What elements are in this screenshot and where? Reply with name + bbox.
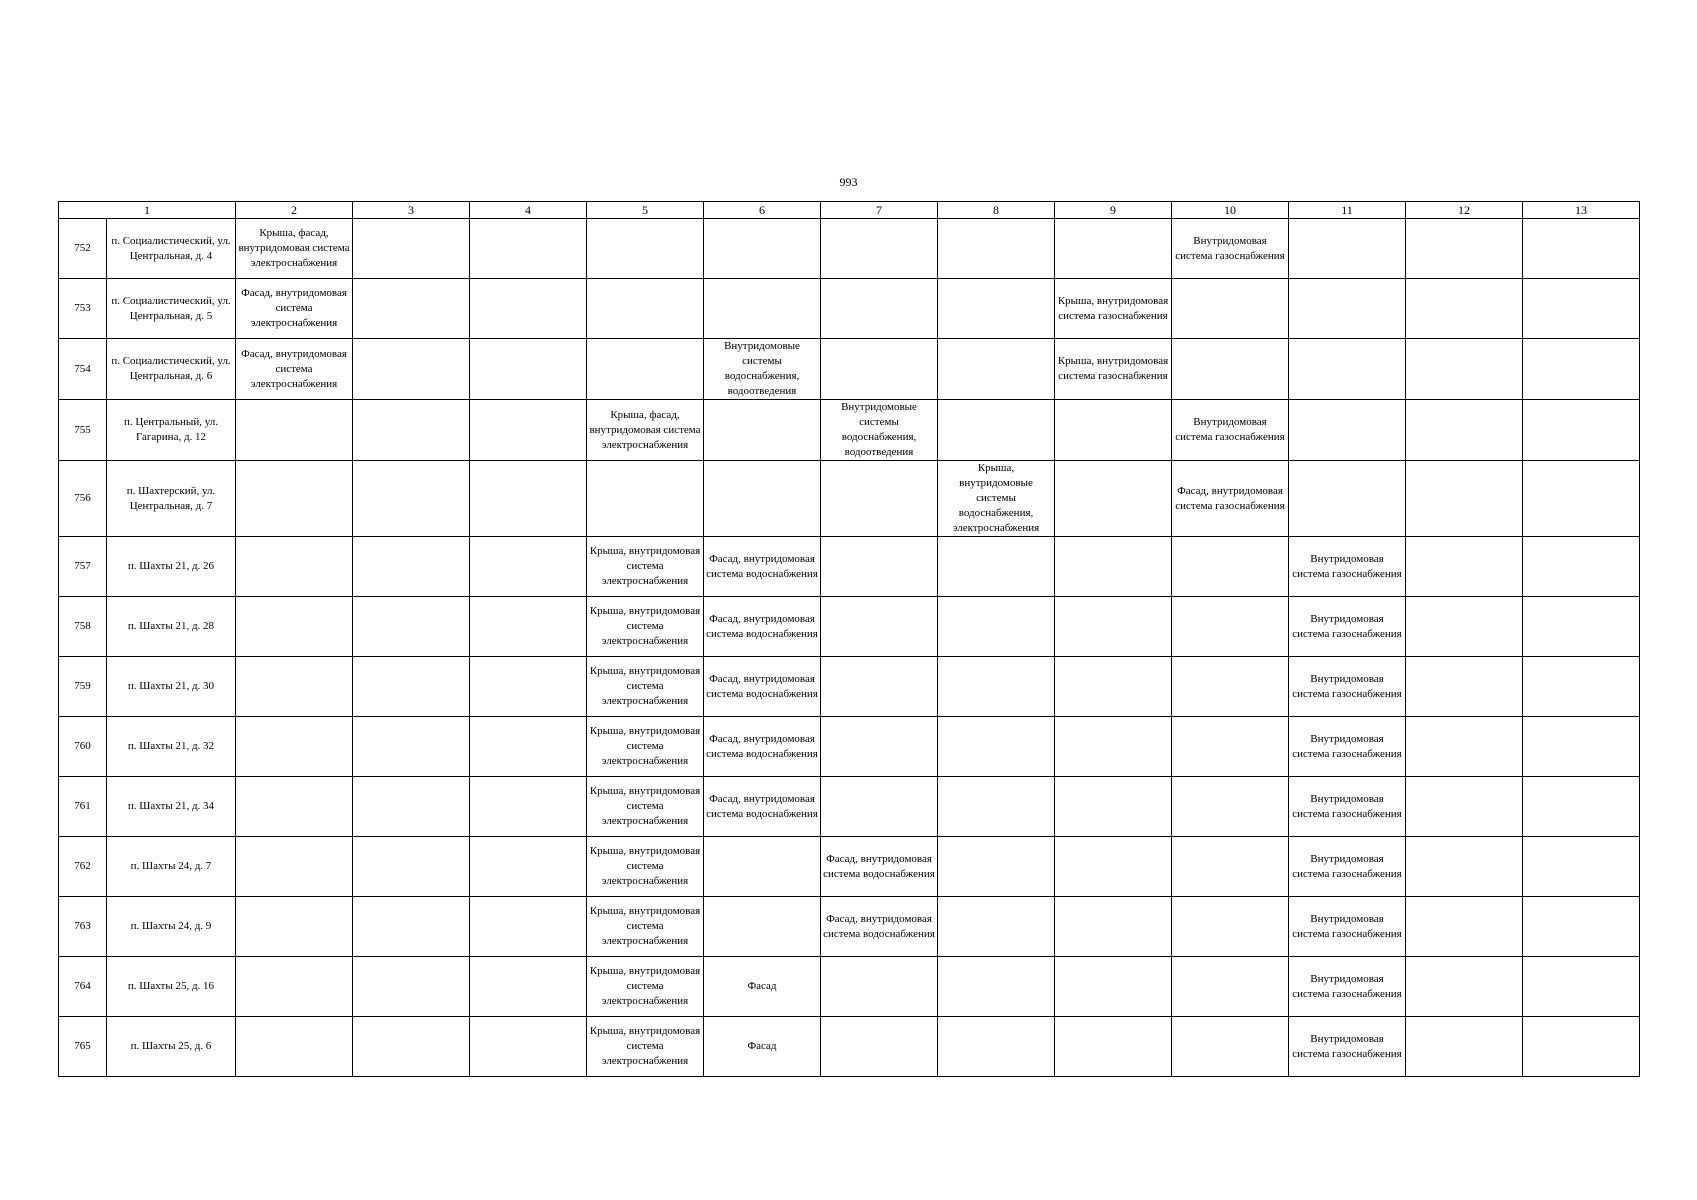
address-cell: п. Шахты 21, д. 28	[107, 597, 236, 657]
work-cell-c2	[236, 537, 353, 597]
work-cell-c8	[938, 597, 1055, 657]
work-cell-c12	[1406, 957, 1523, 1017]
work-cell-c5	[587, 897, 704, 957]
work-cell-c8	[938, 537, 1055, 597]
repair-schedule-table	[58, 201, 1640, 1077]
row-number: 757	[59, 537, 107, 597]
work-cell-c7	[821, 657, 938, 717]
work-cell-c13	[1523, 897, 1640, 957]
work-text: Фасад, внутридомовая система водоснабжения	[706, 732, 818, 760]
work-cell-c4	[470, 461, 587, 537]
work-cell-c10	[1172, 897, 1289, 957]
work-cell-c10	[1172, 537, 1289, 597]
work-text: Крыша, фасад, внутридомовая система электроснабжения	[589, 408, 701, 451]
work-cell-c13	[1523, 400, 1640, 461]
address-cell: п. Социалистический, ул. Центральная, д. 4	[107, 219, 236, 279]
table-row	[59, 219, 1640, 279]
address-cell: п. Шахты 21, д. 26	[107, 537, 236, 597]
work-cell-c12	[1406, 657, 1523, 717]
work-cell-c10	[1172, 219, 1289, 279]
address-cell: п. Социалистический, ул. Центральная, д. 6	[107, 339, 236, 400]
table-row	[59, 597, 1640, 657]
work-text: Фасад, внутридомовая система водоснабжения	[706, 552, 818, 580]
work-text: Внутридомовая система газоснабжения	[1292, 852, 1402, 880]
column-header: 4	[470, 202, 587, 219]
work-cell-c6	[704, 717, 821, 777]
work-cell-c8	[938, 837, 1055, 897]
work-text: Внутридомовая система газоснабжения	[1292, 972, 1402, 1000]
work-cell-c12	[1406, 400, 1523, 461]
work-cell-c8	[938, 1017, 1055, 1077]
work-cell-c3	[353, 657, 470, 717]
work-cell-c9	[1055, 279, 1172, 339]
work-cell-c10	[1172, 279, 1289, 339]
work-cell-c11	[1289, 717, 1406, 777]
work-cell-c8	[938, 897, 1055, 957]
row-number: 756	[59, 461, 107, 537]
row-number: 753	[59, 279, 107, 339]
column-header: 1	[59, 202, 236, 219]
work-cell-c5	[587, 597, 704, 657]
work-cell-c9	[1055, 897, 1172, 957]
work-cell-c13	[1523, 279, 1640, 339]
work-cell-c10	[1172, 957, 1289, 1017]
work-text: Фасад, внутридомовая система водоснабжения	[706, 672, 818, 700]
work-cell-c13	[1523, 537, 1640, 597]
work-cell-c6	[704, 400, 821, 461]
column-header: 9	[1055, 202, 1172, 219]
address-cell: п. Шахты 25, д. 16	[107, 957, 236, 1017]
work-cell-c6	[704, 957, 821, 1017]
work-cell-c8	[938, 279, 1055, 339]
work-cell-c6	[704, 837, 821, 897]
work-cell-c11	[1289, 837, 1406, 897]
work-cell-c8	[938, 657, 1055, 717]
work-cell-c7	[821, 461, 938, 537]
table-row	[59, 837, 1640, 897]
work-text: Внутридомовые системы водоснабжения, водоотведения	[841, 401, 917, 458]
work-text: Крыша, внутридомовая система электроснабжения	[589, 785, 701, 827]
work-cell-c5	[587, 837, 704, 897]
work-cell-c12	[1406, 219, 1523, 279]
work-cell-c2	[236, 219, 353, 279]
work-cell-c9	[1055, 777, 1172, 837]
work-cell-c10	[1172, 1017, 1289, 1077]
work-cell-c5	[587, 957, 704, 1017]
work-cell-c7	[821, 279, 938, 339]
work-text: Крыша, внутридомовая система электроснабжения	[589, 905, 701, 947]
work-text: Внутридомовые системы водоснабжения, водоотведения	[724, 340, 800, 397]
work-cell-c4	[470, 279, 587, 339]
work-cell-c2	[236, 339, 353, 400]
work-text: Крыша, внутридомовая система электроснабжения	[589, 605, 701, 647]
work-cell-c11	[1289, 597, 1406, 657]
work-cell-c2	[236, 597, 353, 657]
work-cell-c8	[938, 339, 1055, 400]
column-header: 7	[821, 202, 938, 219]
work-cell-c5	[587, 537, 704, 597]
row-number: 764	[59, 957, 107, 1017]
work-cell-c4	[470, 837, 587, 897]
work-cell-c9	[1055, 400, 1172, 461]
work-cell-c5	[587, 219, 704, 279]
table-row	[59, 657, 1640, 717]
work-cell-c10	[1172, 717, 1289, 777]
work-cell-c6	[704, 657, 821, 717]
work-text: Внутридомовая система газоснабжения	[1292, 732, 1402, 760]
work-cell-c6	[704, 1017, 821, 1077]
column-header: 3	[353, 202, 470, 219]
work-cell-c4	[470, 897, 587, 957]
work-cell-c3	[353, 837, 470, 897]
address-cell: п. Шахты 21, д. 30	[107, 657, 236, 717]
work-text: Крыша, внутридомовая система электроснабжения	[589, 965, 701, 1007]
work-cell-c13	[1523, 219, 1640, 279]
address-cell: п. Шахты 21, д. 34	[107, 777, 236, 837]
work-text: Крыша, внутридомовая система электроснабжения	[589, 665, 701, 707]
table-row	[59, 957, 1640, 1017]
work-cell-c3	[353, 461, 470, 537]
work-cell-c9	[1055, 957, 1172, 1017]
column-header: 11	[1289, 202, 1406, 219]
work-cell-c7	[821, 777, 938, 837]
work-cell-c13	[1523, 837, 1640, 897]
work-text: Внутридомовая система газоснабжения	[1292, 552, 1402, 580]
work-cell-c12	[1406, 837, 1523, 897]
work-text: Крыша, внутридомовая система электроснабжения	[589, 1025, 701, 1067]
work-cell-c7	[821, 897, 938, 957]
table-header-row	[59, 202, 1640, 219]
table-body	[59, 219, 1640, 1077]
column-header: 6	[704, 202, 821, 219]
work-text: Внутридомовая система газоснабжения	[1175, 234, 1285, 262]
work-cell-c13	[1523, 461, 1640, 537]
work-cell-c10	[1172, 597, 1289, 657]
work-cell-c3	[353, 1017, 470, 1077]
column-header: 8	[938, 202, 1055, 219]
address-cell: п. Шахты 24, д. 9	[107, 897, 236, 957]
work-cell-c10	[1172, 461, 1289, 537]
work-cell-c3	[353, 597, 470, 657]
work-cell-c13	[1523, 1017, 1640, 1077]
work-cell-c11	[1289, 777, 1406, 837]
work-text: Фасад, внутридомовая система электроснабжения	[241, 287, 347, 329]
table-row	[59, 537, 1640, 597]
work-text: Фасад, внутридомовая система электроснабжения	[241, 347, 347, 390]
work-cell-c5	[587, 777, 704, 837]
column-header: 12	[1406, 202, 1523, 219]
work-cell-c12	[1406, 339, 1523, 400]
work-cell-c11	[1289, 461, 1406, 537]
table-row	[59, 1017, 1640, 1077]
work-cell-c5	[587, 657, 704, 717]
table-row	[59, 777, 1640, 837]
work-cell-c10	[1172, 657, 1289, 717]
work-text: Внутридомовая система газоснабжения	[1292, 792, 1402, 820]
work-cell-c13	[1523, 777, 1640, 837]
work-cell-c3	[353, 339, 470, 400]
work-cell-c2	[236, 279, 353, 339]
work-cell-c2	[236, 717, 353, 777]
work-cell-c7	[821, 537, 938, 597]
work-cell-c2	[236, 897, 353, 957]
work-cell-c3	[353, 897, 470, 957]
work-cell-c6	[704, 279, 821, 339]
work-cell-c5	[587, 279, 704, 339]
work-cell-c9	[1055, 219, 1172, 279]
work-text: Внутридомовая система газоснабжения	[1292, 612, 1402, 640]
work-cell-c8	[938, 219, 1055, 279]
work-cell-c12	[1406, 1017, 1523, 1077]
work-cell-c7	[821, 219, 938, 279]
work-text: Внутридомовая система газоснабжения	[1292, 1032, 1402, 1060]
work-cell-c9	[1055, 657, 1172, 717]
work-cell-c9	[1055, 461, 1172, 537]
row-number: 760	[59, 717, 107, 777]
work-cell-c6	[704, 597, 821, 657]
work-cell-c10	[1172, 400, 1289, 461]
work-text: Крыша, внутридомовая система электроснабжения	[589, 725, 701, 767]
work-cell-c4	[470, 717, 587, 777]
work-cell-c8	[938, 957, 1055, 1017]
work-cell-c11	[1289, 1017, 1406, 1077]
work-text: Фасад, внутридомовая система водоснабжения	[706, 612, 818, 640]
address-cell: п. Социалистический, ул. Центральная, д. 5	[107, 279, 236, 339]
table-row	[59, 279, 1640, 339]
work-cell-c9	[1055, 537, 1172, 597]
table-row	[59, 897, 1640, 957]
work-text: Фасад	[747, 1040, 777, 1052]
work-text: Фасад, внутридомовая система водоснабжения	[706, 792, 818, 820]
work-cell-c7	[821, 339, 938, 400]
work-cell-c10	[1172, 777, 1289, 837]
work-cell-c6	[704, 897, 821, 957]
work-cell-c12	[1406, 777, 1523, 837]
work-cell-c6	[704, 219, 821, 279]
work-cell-c3	[353, 400, 470, 461]
address-cell: п. Шахты 21, д. 32	[107, 717, 236, 777]
work-cell-c2	[236, 657, 353, 717]
work-cell-c3	[353, 279, 470, 339]
work-cell-c7	[821, 1017, 938, 1077]
work-cell-c2	[236, 777, 353, 837]
work-cell-c12	[1406, 897, 1523, 957]
work-cell-c3	[353, 537, 470, 597]
work-text: Фасад, внутридомовая система водоснабжения	[823, 852, 935, 880]
column-header: 2	[236, 202, 353, 219]
work-cell-c3	[353, 219, 470, 279]
table-row	[59, 400, 1640, 461]
work-cell-c2	[236, 837, 353, 897]
table-row	[59, 461, 1640, 537]
page-number: 993	[839, 175, 858, 189]
work-text: Фасад, внутридомовая система газоснабжения	[1175, 484, 1285, 512]
work-cell-c2	[236, 400, 353, 461]
work-cell-c5	[587, 717, 704, 777]
address-cell: п. Шахты 25, д. 6	[107, 1017, 236, 1077]
work-cell-c8	[938, 777, 1055, 837]
work-cell-c11	[1289, 279, 1406, 339]
work-cell-c11	[1289, 219, 1406, 279]
address-cell: п. Шахты 24, д. 7	[107, 837, 236, 897]
work-text: Фасад, внутридомовая система водоснабжения	[823, 912, 935, 940]
work-cell-c8	[938, 461, 1055, 537]
work-cell-c13	[1523, 657, 1640, 717]
work-cell-c6	[704, 339, 821, 400]
work-cell-c4	[470, 339, 587, 400]
work-cell-c7	[821, 597, 938, 657]
work-cell-c4	[470, 400, 587, 461]
work-cell-c7	[821, 717, 938, 777]
work-cell-c12	[1406, 279, 1523, 339]
work-cell-c5	[587, 1017, 704, 1077]
work-cell-c9	[1055, 837, 1172, 897]
table-row	[59, 339, 1640, 400]
row-number: 754	[59, 339, 107, 400]
work-cell-c13	[1523, 717, 1640, 777]
work-cell-c11	[1289, 957, 1406, 1017]
work-cell-c7	[821, 400, 938, 461]
row-number: 765	[59, 1017, 107, 1077]
work-text: Крыша, фасад, внутридомовая система электроснабжения	[238, 227, 350, 269]
work-cell-c11	[1289, 400, 1406, 461]
work-cell-c4	[470, 219, 587, 279]
work-cell-c11	[1289, 339, 1406, 400]
work-cell-c3	[353, 957, 470, 1017]
work-cell-c10	[1172, 837, 1289, 897]
row-number: 759	[59, 657, 107, 717]
address-cell: п. Шахтерский, ул. Центральная, д. 7	[107, 461, 236, 537]
work-cell-c4	[470, 777, 587, 837]
work-cell-c4	[470, 597, 587, 657]
work-text: Фасад	[747, 980, 777, 992]
row-number: 761	[59, 777, 107, 837]
table-row	[59, 717, 1640, 777]
row-number: 752	[59, 219, 107, 279]
work-cell-c8	[938, 717, 1055, 777]
work-cell-c13	[1523, 957, 1640, 1017]
row-number: 758	[59, 597, 107, 657]
work-text: Крыша, внутридомовая система газоснабжения	[1057, 355, 1169, 382]
work-cell-c12	[1406, 537, 1523, 597]
work-cell-c4	[470, 657, 587, 717]
work-cell-c6	[704, 777, 821, 837]
work-cell-c7	[821, 957, 938, 1017]
work-cell-c3	[353, 777, 470, 837]
work-cell-c13	[1523, 339, 1640, 400]
work-cell-c11	[1289, 657, 1406, 717]
work-cell-c13	[1523, 597, 1640, 657]
work-cell-c2	[236, 957, 353, 1017]
work-cell-c12	[1406, 597, 1523, 657]
work-cell-c9	[1055, 1017, 1172, 1077]
work-cell-c6	[704, 537, 821, 597]
work-text: Крыша, внутридомовая система электроснабжения	[589, 545, 701, 587]
work-cell-c7	[821, 837, 938, 897]
work-cell-c12	[1406, 461, 1523, 537]
work-cell-c5	[587, 461, 704, 537]
work-cell-c4	[470, 957, 587, 1017]
work-text: Внутридомовая система газоснабжения	[1292, 672, 1402, 700]
work-text: Внутридомовая система газоснабжения	[1292, 912, 1402, 940]
work-cell-c3	[353, 717, 470, 777]
work-text: Крыша, внутридомовая система электроснабжения	[589, 845, 701, 887]
column-header: 13	[1523, 202, 1640, 219]
address-cell: п. Центральный, ул. Гагарина, д. 12	[107, 400, 236, 461]
work-cell-c5	[587, 339, 704, 400]
work-text: Крыша, внутридомовая система газоснабжения	[1057, 294, 1169, 322]
work-text: Крыша, внутридомовые системы водоснабжения, электроснабжения	[952, 462, 1040, 534]
work-cell-c9	[1055, 597, 1172, 657]
work-cell-c11	[1289, 537, 1406, 597]
work-cell-c11	[1289, 897, 1406, 957]
work-cell-c9	[1055, 339, 1172, 400]
work-cell-c5	[587, 400, 704, 461]
column-header: 10	[1172, 202, 1289, 219]
column-header: 5	[587, 202, 704, 219]
work-cell-c2	[236, 1017, 353, 1077]
work-cell-c4	[470, 537, 587, 597]
row-number: 763	[59, 897, 107, 957]
work-cell-c9	[1055, 717, 1172, 777]
work-cell-c4	[470, 1017, 587, 1077]
work-cell-c10	[1172, 339, 1289, 400]
work-cell-c8	[938, 400, 1055, 461]
work-text: Внутридомовая система газоснабжения	[1175, 416, 1285, 443]
row-number: 762	[59, 837, 107, 897]
row-number: 755	[59, 400, 107, 461]
work-cell-c6	[704, 461, 821, 537]
work-cell-c12	[1406, 717, 1523, 777]
work-cell-c2	[236, 461, 353, 537]
